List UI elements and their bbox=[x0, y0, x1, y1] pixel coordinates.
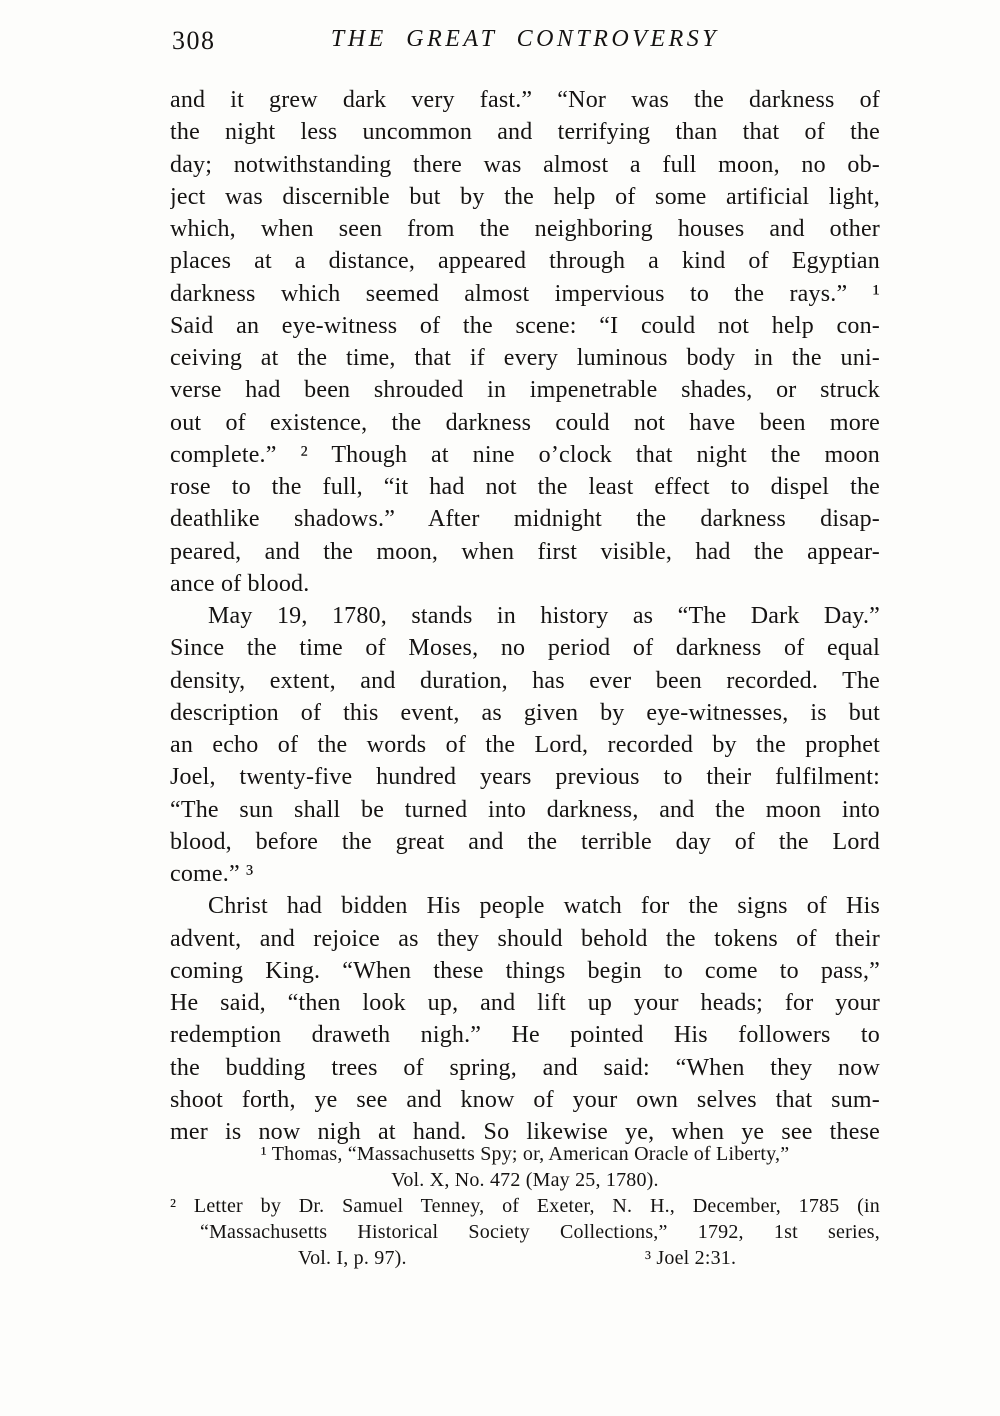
text-line: come.” ³ bbox=[170, 861, 254, 887]
text-line: deathlike shadows.” After midnight the darkness disap- bbox=[170, 506, 880, 533]
text-line: day; notwithstanding there was almost a full moon, no ob- bbox=[170, 151, 880, 178]
text-line: “The sun shall be turned into darkness, and the moon into bbox=[170, 796, 880, 823]
text-line: the budding trees of spring, and said: “When they now bbox=[170, 1054, 880, 1081]
footnote-2-line-3 bbox=[170, 1245, 880, 1271]
text-line: May 19, 1780, stands in history as “The Dark Day.” bbox=[208, 603, 880, 629]
text-line: description of this event, as given by eye-witnesses, is but bbox=[170, 699, 880, 726]
footnote-1-line-2: Vol. X, No. 472 (May 25, 1780). bbox=[391, 1169, 659, 1191]
text-line: verse had been shrouded in impenetrable shades, or struck bbox=[170, 377, 880, 404]
text-line: blood, before the great and the terrible day of the Lord bbox=[170, 828, 880, 855]
text-line: complete.” ² Though at nine o’clock that night the moon bbox=[170, 441, 880, 468]
text-line: darkness which seemed almost impervious to the rays.” ¹ bbox=[170, 280, 880, 307]
text-line: ject was discernible but by the help of some artificial light, bbox=[170, 183, 880, 210]
text-line: redemption draweth nigh.” He pointed His followers to bbox=[170, 1022, 880, 1049]
text-line: out of existence, the darkness could not have been more bbox=[170, 409, 880, 436]
text-line: ceiving at the time, that if every luminous body in the uni- bbox=[170, 345, 880, 371]
text-line: an echo of the words of the Lord, recorded by the prophet bbox=[170, 732, 880, 758]
text-line: advent, and rejoice as they should behold the tokens of their bbox=[170, 925, 880, 952]
text-line: ance of blood. bbox=[170, 570, 310, 597]
footnote-3: ³ Joel 2:31. bbox=[645, 1247, 737, 1269]
footnotes bbox=[170, 1141, 880, 1271]
running-title: THE GREAT CONTROVERSY bbox=[330, 26, 720, 52]
body-text bbox=[170, 84, 880, 1148]
text-line: places at a distance, appeared through a kind of Egyptian bbox=[170, 248, 880, 275]
text-line: peared, and the moon, when first visible, had the appear- bbox=[170, 538, 880, 565]
text-line: and it grew dark very fast.” “Nor was the darkness of bbox=[170, 87, 880, 113]
text-line: Since the time of Moses, no period of darkness of equal bbox=[170, 635, 880, 662]
text-line: Christ had bidden His people watch for the signs of His bbox=[208, 893, 880, 920]
text-line: density, extent, and duration, has ever been recorded. The bbox=[170, 667, 880, 694]
text-line: rose to the full, “it had not the least effect to dispel the bbox=[170, 474, 880, 500]
page-number: 308 bbox=[172, 26, 216, 55]
text-line: which, when seen from the neighboring houses and other bbox=[170, 216, 880, 242]
text-line: coming King. “When these things begin to come to pass,” bbox=[170, 957, 880, 984]
text-line: mer is now nigh at hand. So likewise ye, when ye see these bbox=[170, 1119, 880, 1145]
footnote-2-line-1: ² Letter by Dr. Samuel Tenney, of Exeter, N. H., December, 1785 (in bbox=[170, 1195, 880, 1217]
footnote-1-line-1: ¹ Thomas, “Massachusetts Spy; or, American Oracle of Liberty,” bbox=[260, 1143, 790, 1165]
page-header bbox=[170, 24, 880, 60]
footnote-2-line-2: “Massachusetts Historical Society Collections,” 1792, 1st series, bbox=[200, 1221, 880, 1243]
text-line: shoot forth, ye see and know of your own selves that sum- bbox=[170, 1086, 880, 1113]
text-line: the night less uncommon and terrifying than that of the bbox=[170, 119, 880, 146]
text-line: He said, “then look up, and lift up your heads; for your bbox=[170, 990, 880, 1016]
text-line: Joel, twenty-five hundred years previous to their fulfilment: bbox=[170, 764, 880, 791]
text-line: Said an eye-witness of the scene: “I could not help con- bbox=[170, 312, 880, 339]
footnote-2-line-3-text: Vol. I, p. 97). bbox=[298, 1247, 407, 1269]
